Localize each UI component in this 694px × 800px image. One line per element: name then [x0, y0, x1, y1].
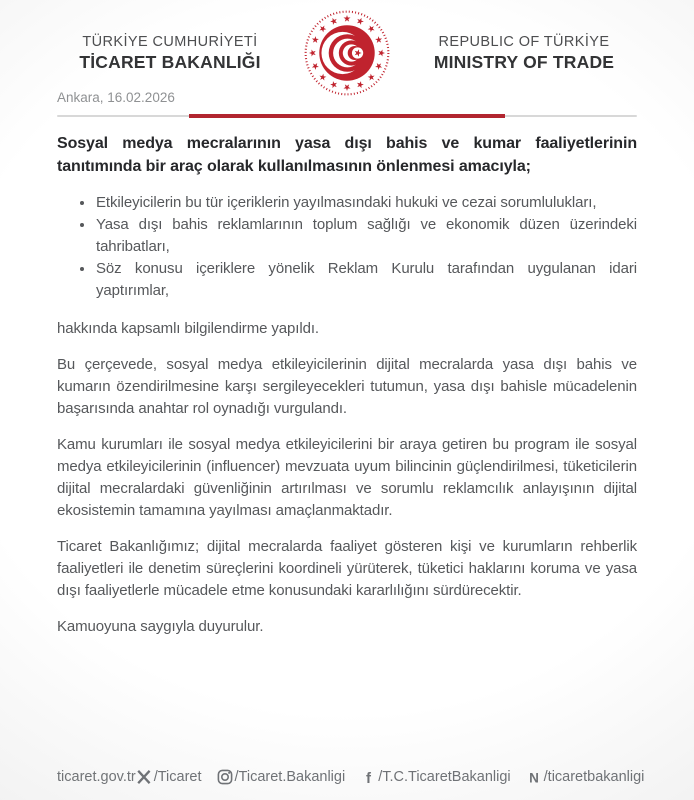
header-english-line2: MINISTRY OF TRADE: [433, 51, 615, 72]
header-turkish-title: [61, 34, 279, 73]
lead-statement: Sosyal medya mecralarının yasa dışı bahis ve kumar faaliyetlerinin tanıtımında bir araç olarak kullanılmasının önlenmesi amacıyla;: [57, 135, 637, 175]
social-link-instagram[interactable]: [217, 769, 346, 785]
document-body: [0, 118, 694, 638]
ministry-of-trade-logo: [303, 9, 391, 97]
social-handle: /Ticaret: [153, 769, 202, 785]
header: [0, 0, 694, 96]
x-icon: [136, 769, 152, 785]
social-handle: /T.C.TicaretBakanligi: [378, 769, 511, 785]
paragraph: hakkında kapsamlı bilgilendirme yapıldı.: [57, 320, 319, 337]
social-link-x[interactable]: [136, 769, 202, 785]
social-link-facebook[interactable]: [360, 769, 510, 785]
footer: [57, 769, 645, 785]
divider: [57, 114, 637, 118]
header-turkish-line2: TİCARET BAKANLIĞI: [79, 51, 261, 72]
bullet-item: • Etkileyicilerin bu tür içeriklerin yayılmasındaki hukuki ve cezai sorumlulukları,: [95, 192, 637, 214]
paragraph: Kamu kurumları ile sosyal medya etkileyicilerini bir araya getiren bu program ile sosyal medya etkileyicilerinin (influencer) mevzuata uyum bilincinin güçlendirilmesi, tüketicilerin dijital mecralardaki güvenliğinin artırılması ve sorumlu reklamcılık anlayışının dijital ekosistemin tamamına yayılması amaçlanmaktadır.: [57, 436, 637, 519]
social-handle: /ticaretbakanligi: [543, 769, 645, 785]
bullet-item: • Söz konusu içeriklere yönelik Reklam Kurulu tarafından uygulanan idari yaptırımlar,: [95, 258, 637, 302]
instagram-icon: [217, 769, 233, 785]
svg-text:N: N: [528, 770, 539, 785]
header-english-line1: REPUBLIC OF TÜRKİYE: [438, 33, 610, 50]
header-turkish-line1: TÜRKİYE CUMHURİYETİ: [82, 33, 258, 50]
social-links: [136, 769, 645, 785]
svg-text:f: f: [366, 770, 372, 785]
ministry-emblem-icon: [303, 9, 391, 97]
divider-red-accent: [189, 114, 505, 118]
facebook-icon: [360, 769, 376, 785]
header-english-title: [415, 34, 633, 73]
bullet-list: [57, 192, 637, 302]
paragraph: Ticaret Bakanlığımız; dijital mecralarda faaliyet gösteren kişi ve kurumların rehberlik faaliyetleri ile denetim süreçlerini koordineli yürüterek, tüketici haklarını koruma ve yasa dışı faaliyetlerle mücadele etme konusundaki kararlılığını sürdürecektir.: [57, 538, 637, 599]
paragraph: Bu çerçevede, sosyal medya etkileyicilerinin dijital mecralarda yasa dışı bahis ve kumarın özendirilmesine karşı sergileyecekleri tutumun, yasa dışı bahisle mücadelenin başarısında anahtar rol oynadığı vurgulandı.: [57, 356, 637, 417]
nsosyal-icon: [526, 769, 542, 785]
website-link[interactable]: ticaret.gov.tr: [57, 769, 136, 785]
social-link-nsosyal[interactable]: [526, 769, 645, 785]
social-handle: /Ticaret.Bakanligi: [234, 769, 346, 785]
bullet-item: • Yasa dışı bahis reklamlarının toplum sağlığı ve ekonomik düzen üzerindeki tahribatları,: [95, 214, 637, 258]
closing-statement: Kamuoyuna saygıyla duyurulur.: [57, 618, 264, 635]
dateline: Ankara, 16.02.2026: [57, 90, 175, 105]
